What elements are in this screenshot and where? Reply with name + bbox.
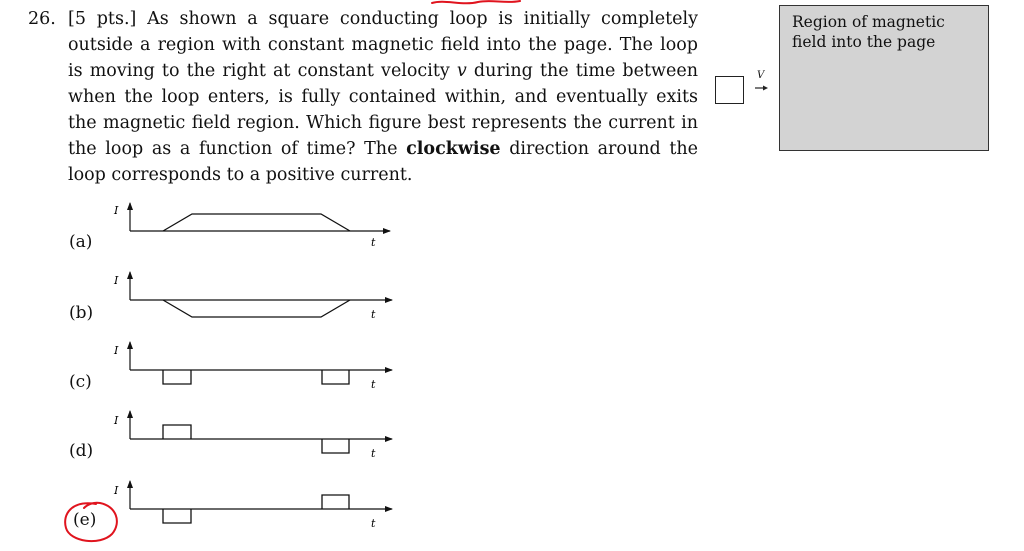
- graph-b-x-label: t: [371, 308, 376, 321]
- graph-d-y-label: I: [114, 414, 119, 427]
- graph-e-pulse-1: [163, 509, 191, 523]
- option-e-label[interactable]: (e): [73, 510, 97, 530]
- clockwise-word: clockwise: [406, 139, 501, 159]
- graph-d-pulse-2: [322, 439, 349, 453]
- velocity-label: V: [757, 70, 765, 81]
- graph-e-x-label: t: [371, 517, 376, 530]
- graph-a: [113, 203, 390, 249]
- option-b-label[interactable]: (b): [69, 303, 94, 323]
- graph-c-pulse-2: [322, 370, 349, 384]
- graph-e: [113, 481, 392, 530]
- graph-d-x-label: t: [371, 447, 376, 460]
- graph-c-x-label: t: [371, 378, 376, 391]
- problem-text-part-3: direction around the loop corresponds to a positive current.: [68, 139, 698, 185]
- problem-text-part-2: during the time between when the loop enters, is fully contained within, and eventually exits the magnetic field region. Which figure best represents the current in the loop as a function of time? The: [68, 61, 698, 159]
- graph-b: [113, 272, 392, 321]
- selected-answer-circle: [65, 503, 117, 541]
- field-region-label: Region of magnetic field into the page: [792, 13, 945, 51]
- graph-d: [113, 411, 392, 460]
- problem-text-part-1: [5 pts.] As shown a square conducting loop is initially completely outside a region with constant magnetic field into the page. The loop is moving to the right at constant velocity: [68, 9, 698, 81]
- graph-e-pulse-2: [322, 495, 349, 509]
- graph-a-curve: [163, 214, 350, 231]
- problem-number: 26.: [28, 9, 56, 29]
- graph-d-pulse-1: [163, 425, 191, 439]
- graph-c-y-label: I: [114, 344, 119, 357]
- graph-a-x-label: t: [371, 236, 376, 249]
- option-a-label[interactable]: (a): [69, 232, 93, 252]
- graph-c-pulse-1: [163, 370, 191, 384]
- graph-a-y-label: I: [114, 204, 119, 217]
- graph-b-y-label: I: [114, 274, 119, 287]
- graph-c: [113, 342, 392, 391]
- graph-e-y-label: I: [114, 484, 119, 497]
- top-annotation-scribble: [432, 1, 520, 3]
- option-d-label[interactable]: (d): [69, 441, 94, 461]
- option-c-label[interactable]: (c): [69, 372, 92, 392]
- graph-b-curve: [163, 300, 350, 317]
- velocity-symbol: v: [456, 61, 467, 81]
